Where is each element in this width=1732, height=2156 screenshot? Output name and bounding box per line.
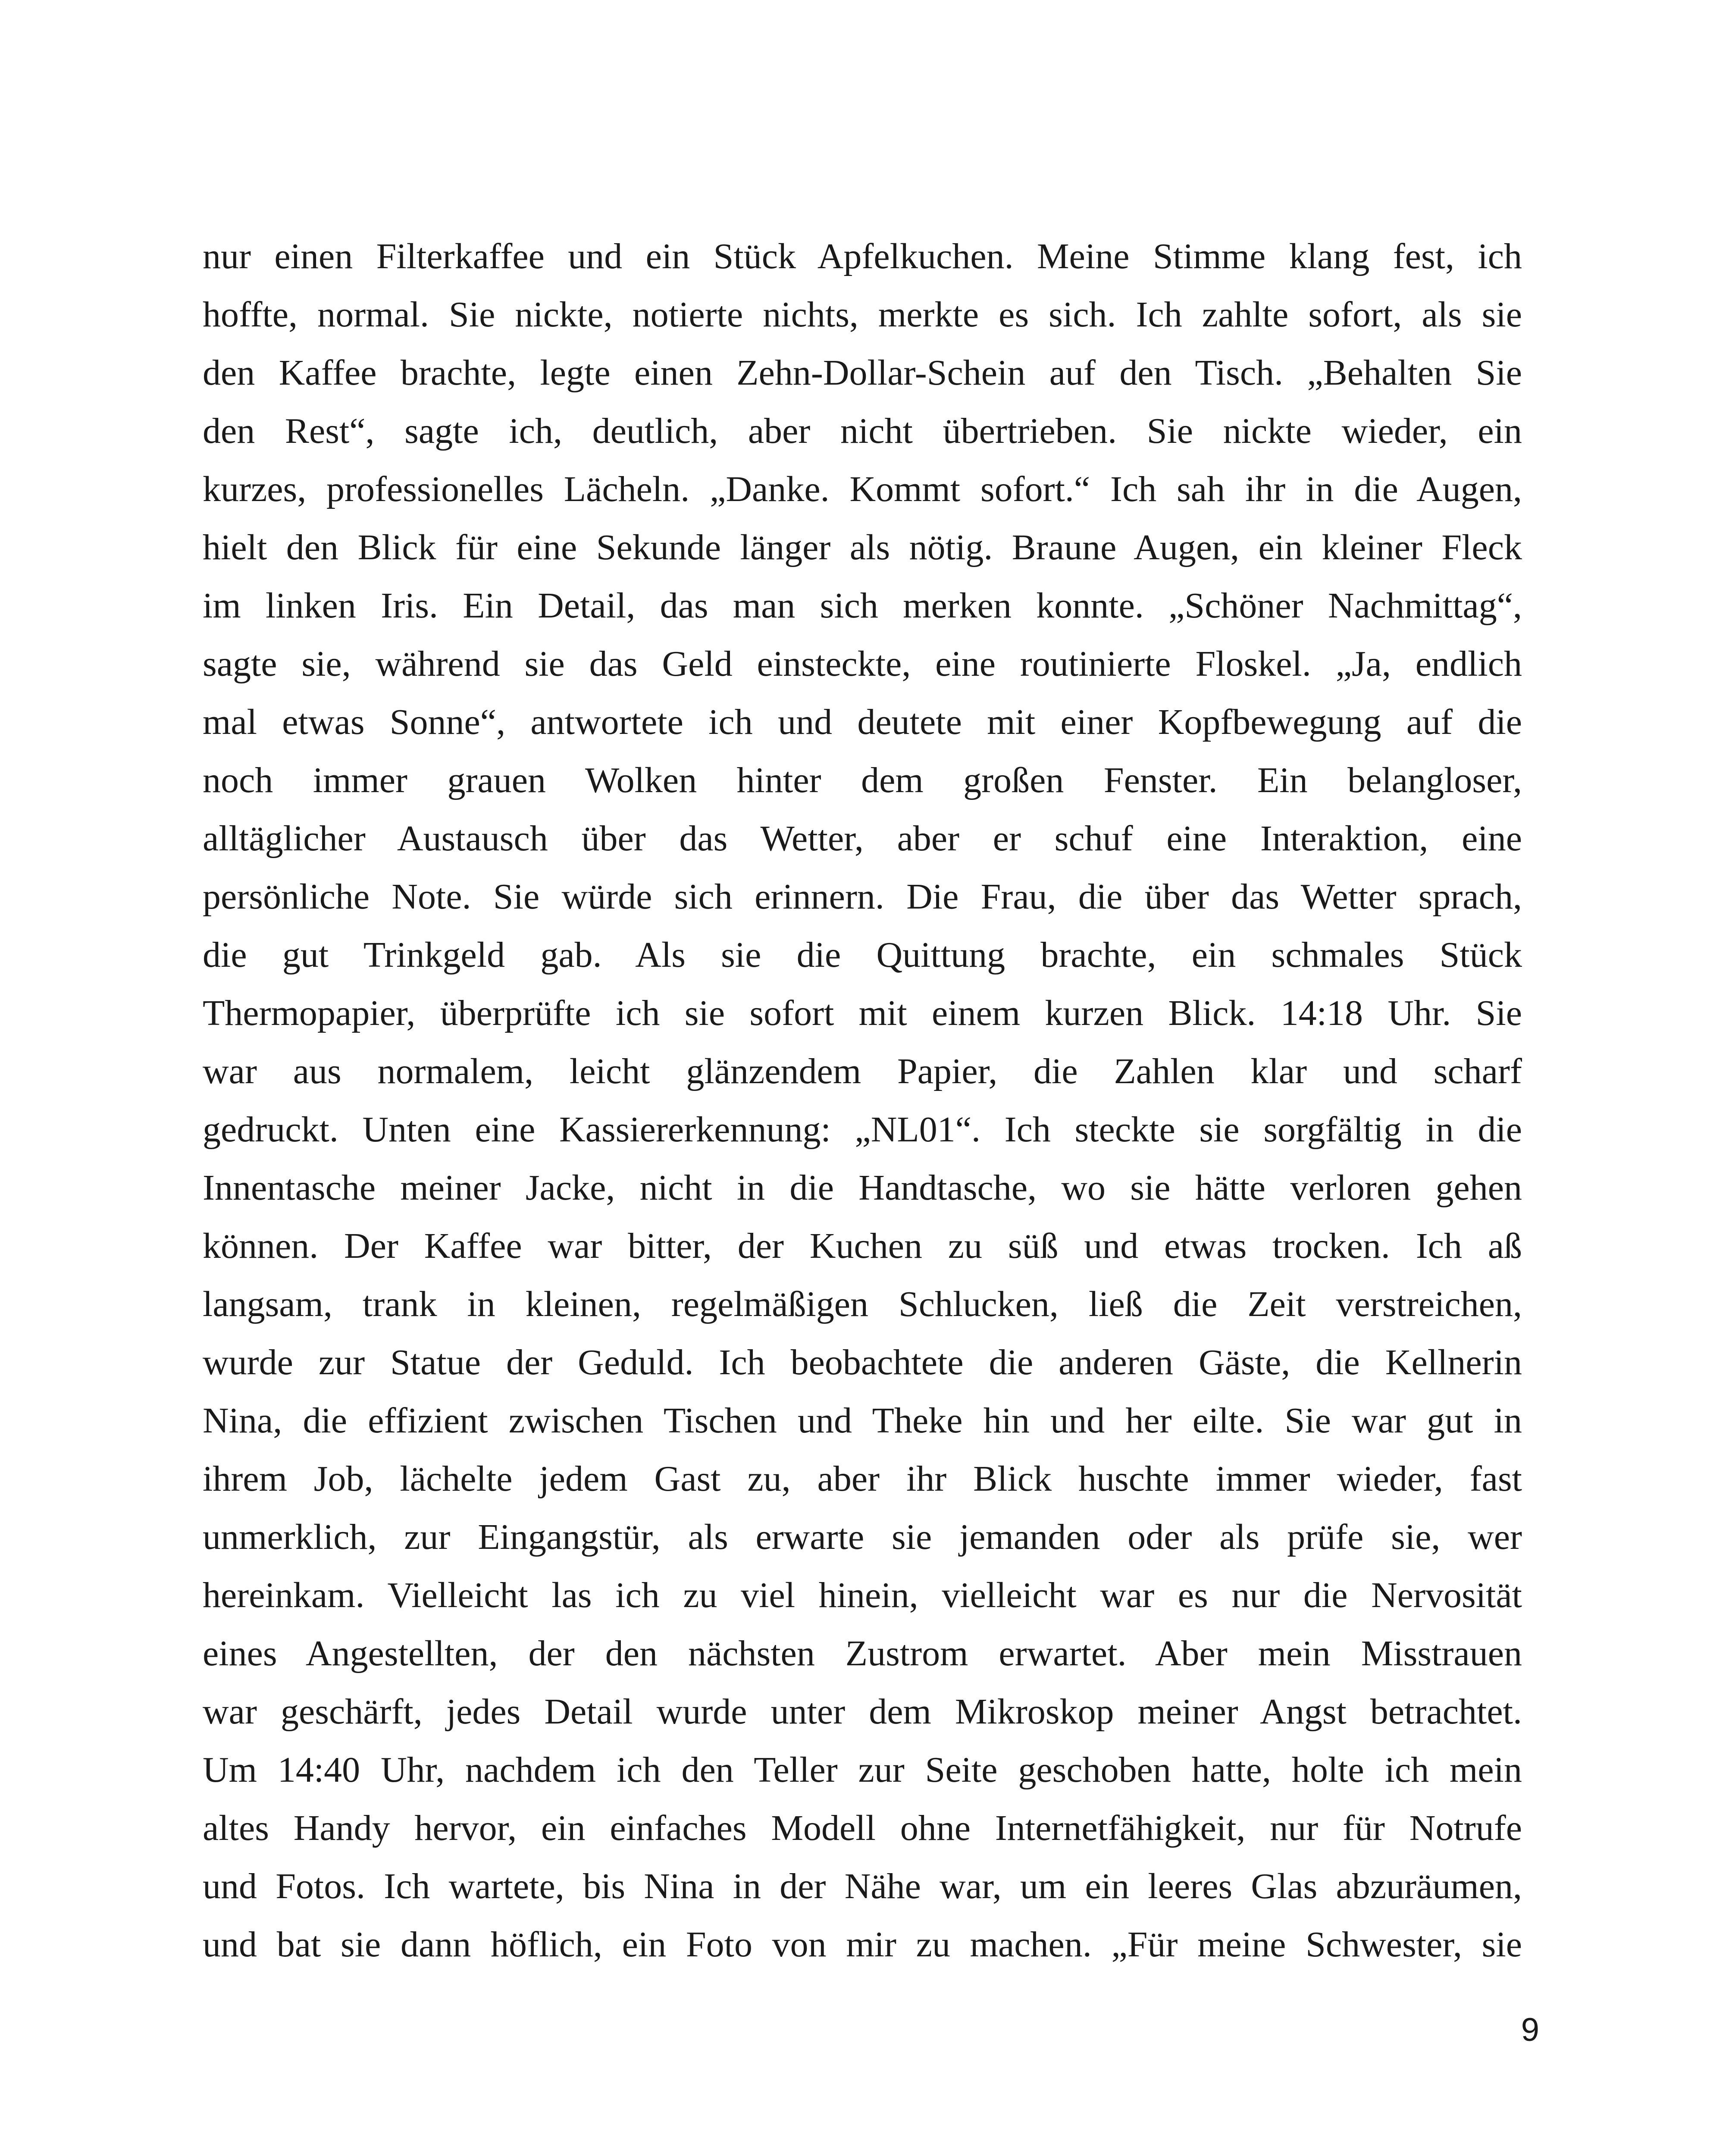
text-line: noch immer grauen Wolken hinter dem großen Fenster. Ein belangloser, [203, 760, 1522, 800]
page-number: 9 [1521, 2012, 1539, 2048]
text-line: wurde zur Statue der Geduld. Ich beobachtete die anderen Gäste, die Kellnerin [203, 1342, 1522, 1382]
text-line: gedruckt. Unten eine Kassiererkennung: „NL01“. Ich steckte sie sorgfältig in die [203, 1109, 1522, 1150]
text-line: im linken Iris. Ein Detail, das man sich merken konnte. „Schöner Nachmittag“, [203, 586, 1522, 626]
text-line: kurzes, professionelles Lächeln. „Danke. Kommt sofort.“ Ich sah ihr in die Augen, [203, 469, 1522, 509]
text-line: unmerklich, zur Eingangstür, als erwarte sie jemanden oder als prüfe sie, wer [203, 1517, 1522, 1557]
text-line: langsam, trank in kleinen, regelmäßigen Schlucken, ließ die Zeit verstreichen, [203, 1284, 1522, 1324]
text-line: den Rest“, sagte ich, deutlich, aber nicht übertrieben. Sie nickte wieder, ein [203, 411, 1522, 451]
text-line: hielt den Blick für eine Sekunde länger als nötig. Braune Augen, ein kleiner Fleck [203, 527, 1522, 567]
text-line: war geschärft, jedes Detail wurde unter dem Mikroskop meiner Angst betrachtet. [203, 1692, 1522, 1732]
text-line: ihrem Job, lächelte jedem Gast zu, aber ihr Blick huschte immer wieder, fast [203, 1459, 1522, 1499]
text-line: Um 14:40 Uhr, nachdem ich den Teller zur Seite geschoben hatte, holte ich mein [203, 1750, 1522, 1790]
text-line: können. Der Kaffee war bitter, der Kuchen zu süß und etwas trocken. Ich aß [203, 1226, 1522, 1266]
text-line: eines Angestellten, der den nächsten Zustrom erwartet. Aber mein Misstrauen [203, 1633, 1522, 1673]
text-line: hereinkam. Vielleicht las ich zu viel hinein, vielleicht war es nur die Nervosität [203, 1575, 1522, 1615]
text-line: Innentasche meiner Jacke, nicht in die Handtasche, wo sie hätte verloren gehen [203, 1168, 1522, 1208]
text-line: mal etwas Sonne“, antwortete ich und deutete mit einer Kopfbewegung auf die [203, 702, 1522, 742]
text-line: altes Handy hervor, ein einfaches Modell ohne Internetfähigkeit, nur für Notrufe [203, 1808, 1522, 1848]
text-line: und Fotos. Ich wartete, bis Nina in der Nähe war, um ein leeres Glas abzuräumen, [203, 1866, 1522, 1906]
text-line: Nina, die effizient zwischen Tischen und Theke hin und her eilte. Sie war gut in [203, 1401, 1522, 1441]
text-line: Thermopapier, überprüfte ich sie sofort mit einem kurzen Blick. 14:18 Uhr. Sie [203, 993, 1522, 1033]
text-line: nur einen Filterkaffee und ein Stück Apfelkuchen. Meine Stimme klang fest, ich [203, 236, 1522, 276]
text-line: die gut Trinkgeld gab. Als sie die Quittung brachte, ein schmales Stück [203, 935, 1522, 975]
text-line: war aus normalem, leicht glänzendem Papier, die Zahlen klar und scharf [203, 1051, 1522, 1091]
text-line: hoffte, normal. Sie nickte, notierte nichts, merkte es sich. Ich zahlte sofort, als sie [203, 295, 1522, 335]
body-text [203, 227, 1522, 1974]
text-line: alltäglicher Austausch über das Wetter, aber er schuf eine Interaktion, eine [203, 818, 1522, 859]
text-line: persönliche Note. Sie würde sich erinnern. Die Frau, die über das Wetter sprach, [203, 877, 1522, 917]
text-line: und bat sie dann höflich, ein Foto von mir zu machen. „Für meine Schwester, sie [203, 1924, 1522, 1965]
text-line: sagte sie, während sie das Geld einsteckte, eine routinierte Floskel. „Ja, endlich [203, 644, 1522, 684]
text-line: den Kaffee brachte, legte einen Zehn-Dollar-Schein auf den Tisch. „Behalten Sie [203, 353, 1522, 393]
